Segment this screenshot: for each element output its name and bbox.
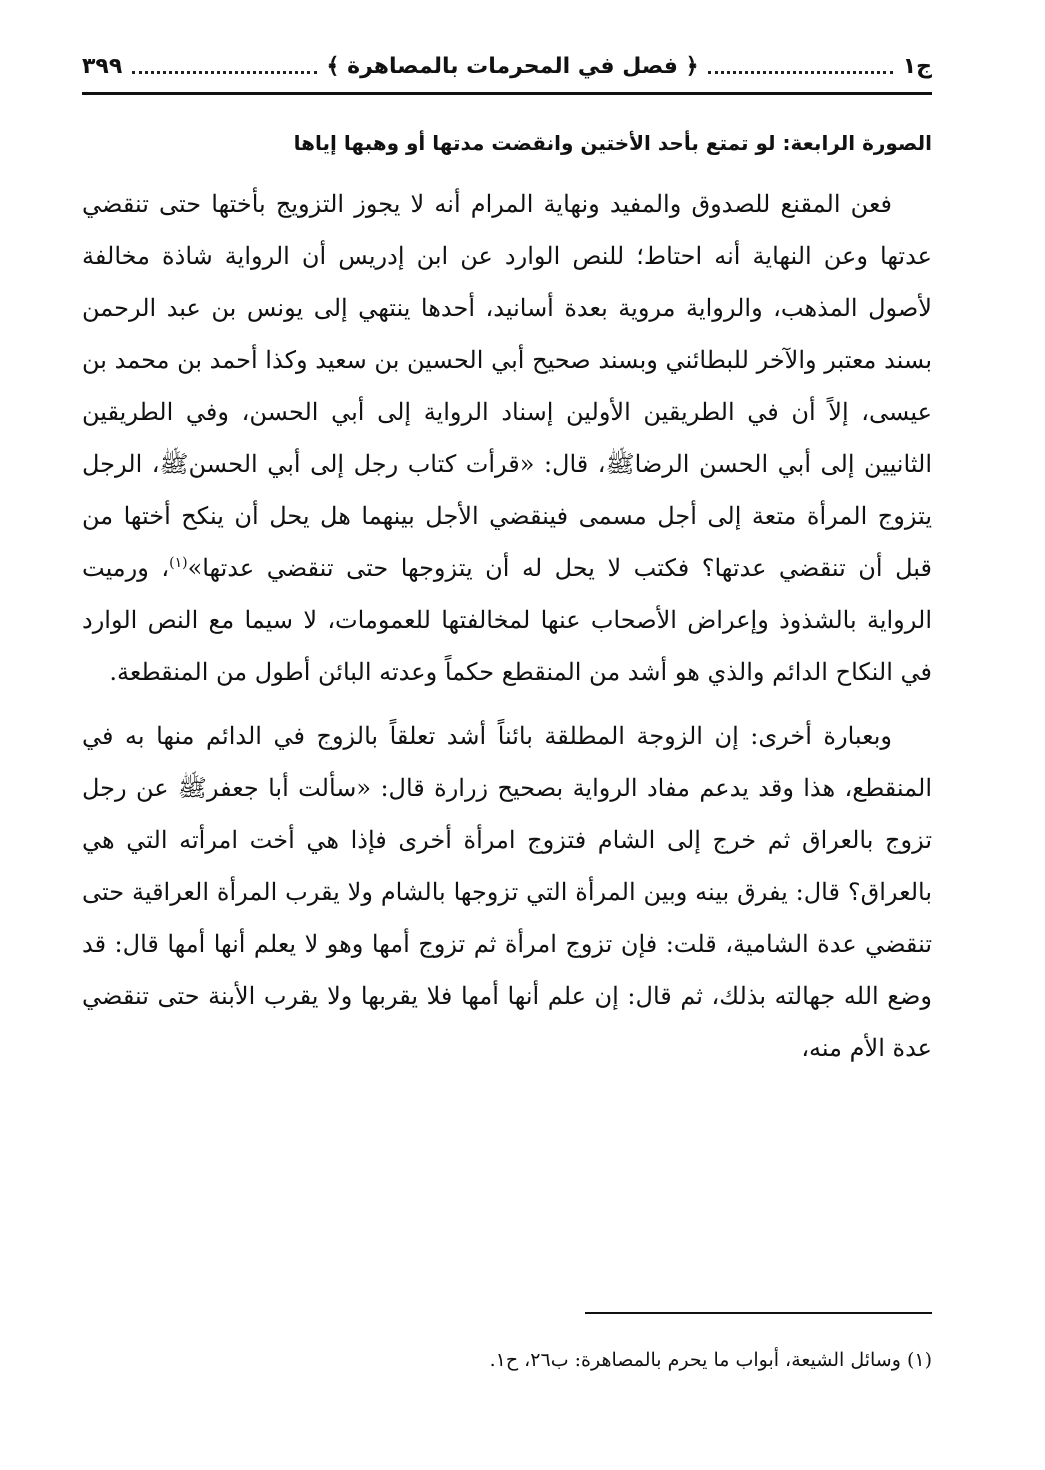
honorific-glyph: ﷺ (177, 774, 207, 802)
footnote: (١) وسائل الشيعة، أبواب ما يحرم بالمصاهرة: ب٢٦، ح١. (489, 1349, 932, 1371)
paragraph-2 (82, 710, 932, 1074)
paragraph-2-text-b: عن رجل تزوج بالعراق ثم خرج إلى الشام فتزوج امرأة أخرى فإذا هي أخت امرأته التي هي بالعراق؟ قال: يفرق بينه وبين المرأة التي تزوجها بالشام ولا يقرب المرأة العراقية حتى تنقضي عدة الشامية، قلت: فإن تزوج امرأة ثم تزوج أمها وهو لا يعلم أنها أمها قال: قد وضع الله جهالته بذلك، ثم قال: إن علم أنها أمها فلا يقربها ولا يقرب الأبنة حتى تنقضي عدة الأم منه، (82, 774, 932, 1062)
volume-label: ج١ (902, 53, 932, 79)
paragraph-1-text-c: ، الرجل يتزوج المرأة متعة إلى أجل مسمى فينقضي الأجل بينهما هل يحل أن ينكح أختها من قبل أن تنقضي عدتها؟ فكتب لا يحل له أن يتزوجها حتى تنقضي عدتها» (82, 450, 932, 582)
honorific-glyph: ﷺ (159, 450, 189, 478)
paragraph-1 (82, 178, 932, 698)
header-leader-dots-right (708, 71, 892, 74)
paragraph-1-text-b: ، قال: «قرأت كتاب رجل إلى أبي الحسن (188, 450, 606, 478)
main-text (82, 178, 932, 1074)
section-title: ﴿ فصل في المحرمات بالمصاهرة ﴾ (326, 53, 699, 79)
paragraph-1-text-d: ، ورميت الرواية بالشذوذ وإعراض الأصحاب عنها لمخالفتها للعمومات، لا سيما مع النص الوارد في النكاح الدائم والذي هو أشد من المنقطع حكماً وعدته البائن أطول من المنقطعة. (82, 554, 932, 686)
paragraph-1-text-a: فعن المقنع للصدوق والمفيد ونهاية المرام أنه لا يجوز التزويج بأختها حتى تنقضي عدتها وعن النهاية أنه احتاط؛ للنص الوارد عن ابن إدريس أن الرواية شاذة مخالفة لأصول المذهب، والرواية مروية بعدة أسانيد، أحدها ينتهي إلى يونس بن عبد الرحمن بسند معتبر والآخر للبطائني وبسند صحيح أبي الحسين بن سعيد وكذا أحمد بن محمد بن عيسى، إلاً أن في الطريقين الأولين إسناد الرواية إلى أبي الحسن، وفي الطريقين الثانيين إلى أبي الحسن الرضا (82, 190, 933, 478)
footnote-separator (585, 1312, 932, 1314)
header-rule (82, 92, 932, 95)
footnote-reference[interactable]: (١) (169, 555, 188, 571)
page-number: ٣٩٩ (82, 53, 123, 79)
honorific-glyph: ﷺ (605, 450, 635, 478)
running-header (82, 44, 932, 88)
paragraph-2-text-a: وبعبارة أخرى: إن الزوجة المطلقة بائناً أشد تعلقاً بالزوج في الدائم منها به في المنقطع، هذا وقد يدعم مفاد الرواية بصحيح زرارة قال: «سألت أبا جعفر (82, 722, 932, 802)
section-subheading: الصورة الرابعة: لو تمتع بأحد الأختين وانقضت مدتها أو وهبها إياها (293, 131, 932, 155)
header-leader-dots-left (132, 71, 316, 74)
